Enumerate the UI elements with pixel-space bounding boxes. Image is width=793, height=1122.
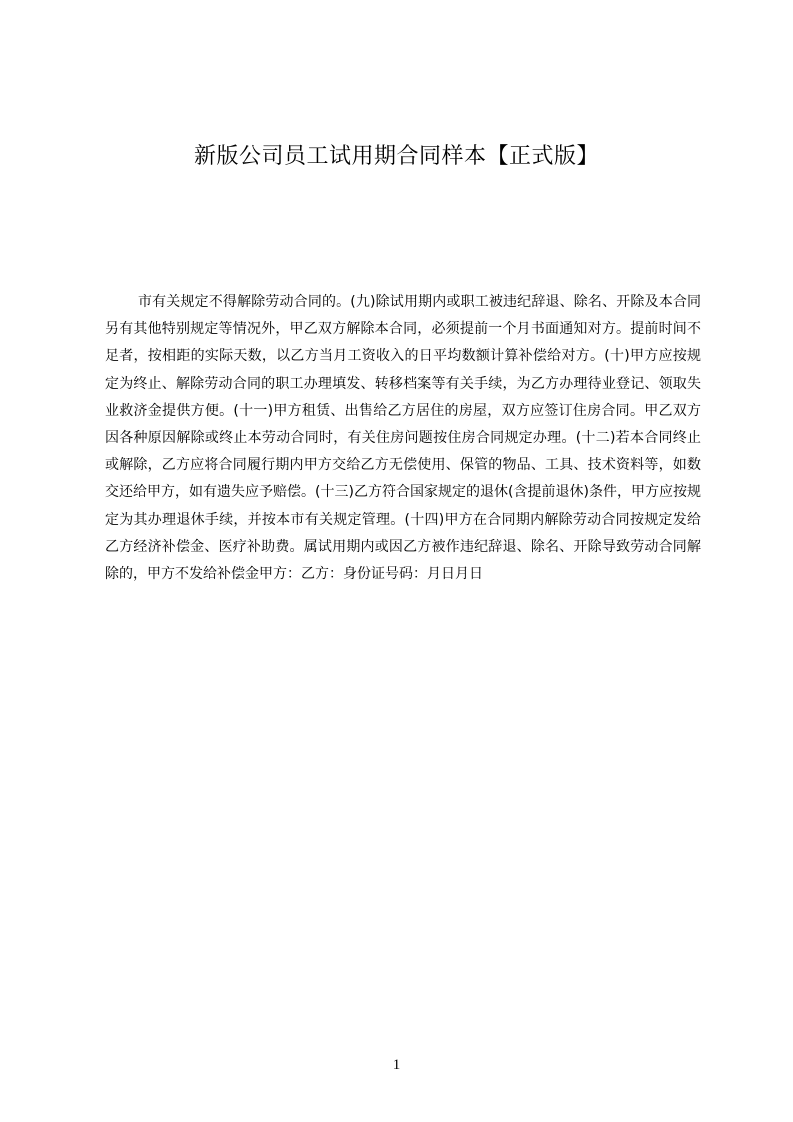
document-title: 新版公司员工试用期合同样本【正式版】 — [193, 144, 599, 169]
document-body-paragraph: 市有关规定不得解除劳动合同的。(九)除试用期内或职工被违纪辞退、除名、开除及本合同另有其他特别规定等情况外，甲乙双方解除本合同，必须提前一个月书面通知对方。提前时间不足者，按相距的实际天数，以乙方当月工资收入的日平均数额计算补偿给对方。(十)甲方应按规定为终止、解除劳动合同的职工办理填发、转移档案等有关手续，为乙方办理待业登记、领取失业救济金提供方便。(十一)甲方租赁、出售给乙方居住的房屋，双方应签订住房合同。甲乙双方因各种原因解除或终止本劳动合同时，有关住房问题按住房合同规定办理。(十二)若本合同终止或解除，乙方应将合同履行期内甲方交给乙方无偿使用、保管的物品、工具、技术资料等，如数交还给甲方，如有遗失应予赔偿。(十三)乙方符合国家规定的退休(含提前退休)条件，甲方应按规定为其办理退休手续，并按本市有关规定管理。(十四)甲方在合同期内解除劳动合同按规定发给乙方经济补偿金、医疗补助费。属试用期内或因乙方被作违纪辞退、除名、开除导致劳动合同解除的，甲方不发给补偿金甲方：乙方：身份证号码：月日月日 — [105, 294, 701, 583]
page-number: 1 — [392, 1057, 401, 1073]
